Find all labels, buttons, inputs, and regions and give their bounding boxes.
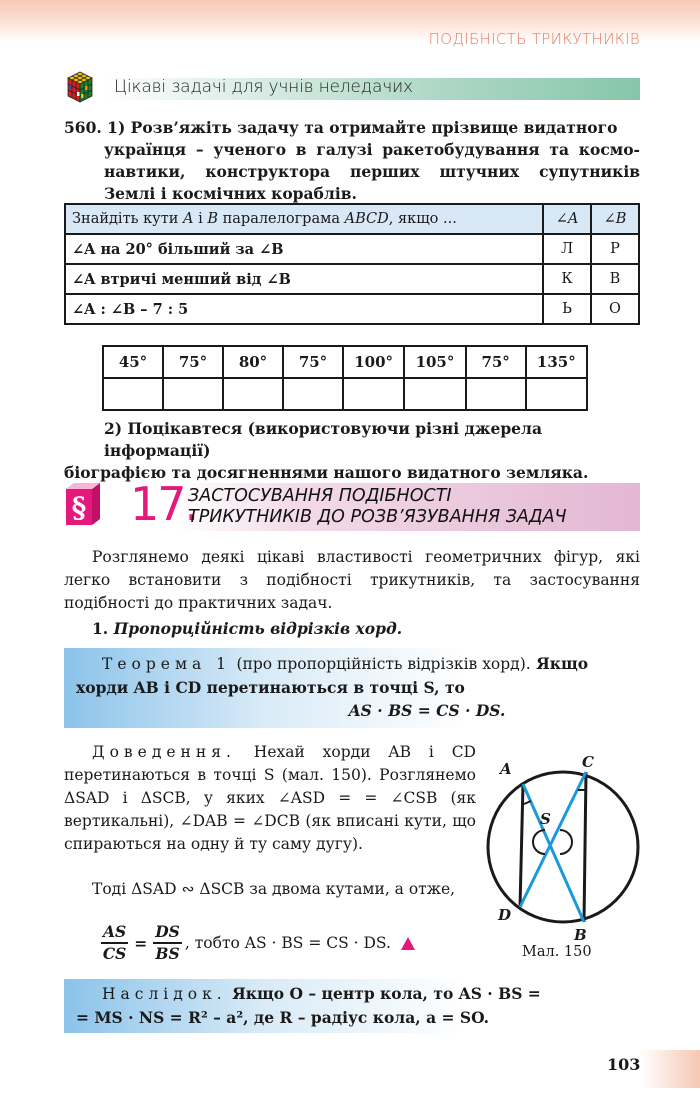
theorem-text xyxy=(76,652,638,722)
theorem-note: (про пропорційність відрізків хорд). xyxy=(236,655,531,673)
theorem-formula: AS · BS = CS · DS. xyxy=(348,701,506,720)
fraction-right: $\frac{DS}{BS}$ xyxy=(155,922,180,963)
table-header-condition: Знайдіть кути A і B паралелограма ABCD, якщо ... xyxy=(65,204,543,234)
table-cell-letter-a: Л xyxy=(543,234,591,264)
answer-blank xyxy=(404,378,465,410)
angles-table xyxy=(64,203,640,325)
answer-blanks-row xyxy=(103,378,587,410)
answer-blank xyxy=(526,378,587,410)
corollary-label: Наслідок. xyxy=(102,985,227,1003)
running-head: ПОДІБНІСТЬ ТРИКУТНИКІВ xyxy=(428,30,640,48)
task-line-4: Землі і космічних кораблів. xyxy=(104,184,357,203)
table-cell-condition: ∠A : ∠B – 7 : 5 xyxy=(65,294,543,324)
page-number: 103 xyxy=(607,1055,641,1074)
answer-blank xyxy=(466,378,526,410)
subheading: 1. Пропорційність відрізків хорд. xyxy=(92,619,403,638)
puzzle-section-title: Цікаві задачі для учнів неледачих xyxy=(114,77,413,97)
table-cell-letter-a: Ь xyxy=(543,294,591,324)
qed-triangle-icon xyxy=(401,937,415,950)
answer-value: 45° xyxy=(103,346,163,378)
section-number: 17. xyxy=(130,477,198,531)
task-line-3: навтики, конструктора перших штучних супутників xyxy=(104,162,640,181)
answer-value: 75° xyxy=(466,346,526,378)
answer-blank xyxy=(343,378,404,410)
proof-text: Нехай хорди AB і CD перетинаються в точці S (мал. 150). Розглянемо ΔSAD і ΔSCB, у яких ∠ASD = = ∠CSB (як вертикальні), ∠DAB = ∠DCB (як вписані кути, що спираються на одну й ту саму дугу). xyxy=(64,743,476,853)
table-header-angle-b: ∠B xyxy=(591,204,639,234)
theorem-statement: Якщо хорди AB і CD перетинаються в точці S, то xyxy=(76,654,589,697)
table-header-row xyxy=(65,204,639,234)
table-row xyxy=(65,294,639,324)
answer-values-row xyxy=(103,346,587,378)
svg-text:§: § xyxy=(71,491,87,524)
svg-text:D: D xyxy=(498,906,512,924)
table-cell-letter-a: К xyxy=(543,264,591,294)
task-part-2 xyxy=(64,418,640,484)
table-cell-condition: ∠A на 20° більший за ∠B xyxy=(65,234,543,264)
fraction-left: $\frac{AS}{CS}$ xyxy=(102,922,127,963)
task2-line-1: 2) Поцікавтеся (використовуючи різні джерела інформації) xyxy=(104,419,543,460)
task-number: 560. xyxy=(64,118,102,137)
answer-blank xyxy=(163,378,223,410)
answer-blank xyxy=(103,378,163,410)
task2-line-2: біографією та досягненнями нашого видатного земляка. xyxy=(64,463,589,482)
figure-150-circle-chords xyxy=(478,742,648,952)
table-cell-condition: ∠A втричі менший від ∠B xyxy=(65,264,543,294)
svg-text:B: B xyxy=(574,926,587,944)
proof-paragraph xyxy=(64,741,476,856)
svg-text:C: C xyxy=(582,753,594,771)
task-560 xyxy=(64,117,640,205)
svg-text:S: S xyxy=(540,810,551,828)
figure-caption: Мал. 150 xyxy=(522,944,592,960)
table-cell-letter-b: В xyxy=(591,264,639,294)
section-title-line-2: ТРИКУТНИКІВ ДО РОЗВ’ЯЗУВАННЯ ЗАДАЧ xyxy=(188,507,567,527)
corollary-line-1: Якщо O – центр кола, то AS · BS = xyxy=(232,984,541,1003)
rubiks-cube-icon xyxy=(64,70,96,104)
ratio-result: , тобто AS · BS = CS · DS. xyxy=(184,934,391,952)
corollary-text xyxy=(76,982,638,1029)
theorem-label: Теорема 1 xyxy=(102,655,232,673)
intro-paragraph: Розглянемо деякі цікаві властивості геометричних фігур, які легко встановити з подібності трикутників, та застосування подібності до практичних задач. xyxy=(64,548,640,612)
answer-blank xyxy=(283,378,343,410)
answer-table xyxy=(102,345,588,411)
answer-value: 105° xyxy=(404,346,465,378)
table-cell-letter-b: О xyxy=(591,294,639,324)
answer-blank xyxy=(223,378,283,410)
section-title-line-1: ЗАСТОСУВАННЯ ПОДІБНОСТІ xyxy=(188,486,452,506)
answer-value: 80° xyxy=(223,346,283,378)
corollary-line-2: = MS · NS = R² – a², де R – радіус кола, a = SO. xyxy=(76,1008,490,1027)
proof-conclusion: Тоді ΔSAD ∾ ΔSCB за двома кутами, а отже, xyxy=(92,880,456,898)
paragraph-section-icon xyxy=(64,481,102,527)
section-title xyxy=(188,486,567,528)
table-row xyxy=(65,234,639,264)
table-header-angle-a: ∠A xyxy=(543,204,591,234)
answer-value: 135° xyxy=(526,346,587,378)
table-cell-letter-b: Р xyxy=(591,234,639,264)
page-number-band xyxy=(640,1050,700,1088)
task-line-1: 1) Розв’яжіть задачу та отримайте прізвище видатного xyxy=(107,118,618,137)
answer-value: 75° xyxy=(283,346,343,378)
answer-value: 75° xyxy=(163,346,223,378)
task-line-2: українця – ученого в галузі ракетобудування та космо- xyxy=(104,140,640,159)
proof-label: Доведення. xyxy=(92,743,236,761)
answer-value: 100° xyxy=(343,346,404,378)
ratio-formula: $\frac{AS}{CS}$ = $\frac{DS}{BS}$ , тобто AS · BS = CS · DS. xyxy=(98,922,415,964)
table-row xyxy=(65,264,639,294)
svg-text:A: A xyxy=(500,760,512,778)
